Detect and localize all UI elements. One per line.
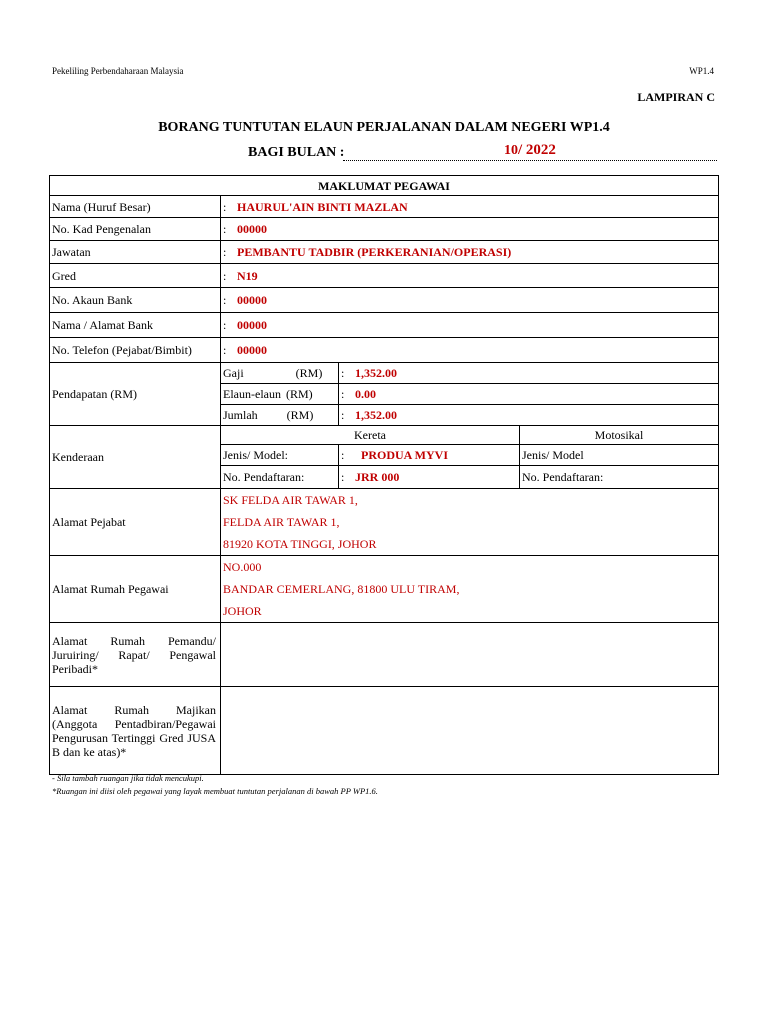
alamat-rumah-line: NO.000 xyxy=(223,560,262,574)
telefon-value: 00000 xyxy=(237,343,267,357)
nama-label: Nama (Huruf Besar) xyxy=(50,196,221,218)
header-code: WP1.4 xyxy=(689,66,714,76)
gred-value: N19 xyxy=(237,268,258,283)
row-alamat-pejabat xyxy=(50,489,719,556)
kenderaan-label: Kenderaan xyxy=(50,426,221,489)
nama-value: HAURUL'AIN BINTI MAZLAN xyxy=(237,199,408,214)
alamat-rumah-line: BANDAR CEMERLANG, 81800 ULU TIRAM, xyxy=(223,582,460,596)
jenis-moto-field[interactable]: Jenis/ Model xyxy=(520,445,719,466)
alamat-majikan-label: Alamat Rumah Majikan (Anggota Pentadbiran/Pegawai Pengurusan Tertinggi Gred JUSA B dan ke atas)* xyxy=(50,687,221,775)
header-left-text: Pekeliling Perbendaharaan Malaysia xyxy=(52,66,184,76)
akaun-label: No. Akaun Bank xyxy=(50,288,221,313)
kad-field[interactable]: : 00000 xyxy=(221,218,719,241)
daftar-value: JRR 000 xyxy=(355,470,400,484)
lampiran-label: LAMPIRAN C xyxy=(637,90,715,104)
jumlah-field[interactable]: : 1,352.00 xyxy=(339,405,719,426)
row-jawatan xyxy=(50,241,719,264)
elaun-value: 0.00 xyxy=(355,387,376,401)
jenis-label: Jenis/ Model: xyxy=(221,445,339,466)
jawatan-value: PEMBANTU TADBIR (PERKERANIAN/OPERASI) xyxy=(237,245,512,259)
akaun-value: 00000 xyxy=(237,293,267,307)
bulan-month: 10 xyxy=(504,143,518,158)
row-alamat-majikan xyxy=(50,687,719,775)
alamat-pemandu-field[interactable] xyxy=(221,623,719,687)
jumlah-label: Jumlah (RM) xyxy=(221,405,339,426)
elaun-field[interactable]: : 0.00 xyxy=(339,384,719,405)
form-title: BORANG TUNTUTAN ELAUN PERJALANAN DALAM NEGERI WP1.4 xyxy=(158,120,610,135)
bank-value: 00000 xyxy=(237,318,267,332)
row-akaun xyxy=(50,288,719,313)
gaji-label: Gaji (RM) xyxy=(221,363,339,384)
bulan-value[interactable] xyxy=(504,142,556,159)
pendapatan-label: Pendapatan (RM) xyxy=(50,363,221,426)
jenis-field[interactable]: : PRODUA MYVI xyxy=(339,445,520,466)
bulan-year: / 2022 xyxy=(518,142,556,158)
nama-field[interactable]: : HAURUL'AIN BINTI MAZLAN xyxy=(221,196,719,218)
note-ruangan-diisi: *Ruangan ini diisi oleh pegawai yang layak membuat tuntutan perjalanan di bawah PP WP1.6. xyxy=(52,786,378,796)
row-bank xyxy=(50,313,719,338)
jawatan-field[interactable]: : PEMBANTU TADBIR (PERKERANIAN/OPERASI) xyxy=(221,241,719,264)
kad-value: 00000 xyxy=(237,222,267,236)
alamat-pejabat-field[interactable] xyxy=(221,489,719,556)
row-gaji xyxy=(50,363,719,384)
section-title: MAKLUMAT PEGAWAI xyxy=(50,176,719,196)
gaji-value: 1,352.00 xyxy=(355,366,397,380)
row-gred xyxy=(50,264,719,288)
row-alamat-rumah xyxy=(50,556,719,623)
kereta-header: Kereta xyxy=(221,426,520,445)
alamat-rumah-label: Alamat Rumah Pegawai xyxy=(50,556,221,623)
kad-label: No. Kad Pengenalan xyxy=(50,218,221,241)
alamat-pemandu-label: Alamat Rumah Pemandu/ Juruiring/ Rapat/ Pengawal Peribadi* xyxy=(50,623,221,687)
alamat-pejabat-label: Alamat Pejabat xyxy=(50,489,221,556)
daftar-label: No. Pendaftaran: xyxy=(221,466,339,489)
alamat-rumah-line: JOHOR xyxy=(223,604,262,618)
jenis-value: PRODUA MYVI xyxy=(361,448,448,462)
row-kad xyxy=(50,218,719,241)
bulan-label: BAGI BULAN : xyxy=(248,145,345,160)
daftar-moto-field[interactable]: No. Pendaftaran: xyxy=(520,466,719,489)
telefon-field[interactable]: : 00000 xyxy=(221,338,719,363)
bank-label: Nama / Alamat Bank xyxy=(50,313,221,338)
gaji-field[interactable]: : 1,352.00 xyxy=(339,363,719,384)
gred-label: Gred xyxy=(50,264,221,288)
bulan-dotted-line xyxy=(343,160,717,161)
alamat-pejabat-line: SK FELDA AIR TAWAR 1, xyxy=(223,493,358,507)
alamat-rumah-field[interactable] xyxy=(221,556,719,623)
alamat-majikan-field[interactable] xyxy=(221,687,719,775)
row-kenderaan-head xyxy=(50,426,719,445)
alamat-pejabat-line: FELDA AIR TAWAR 1, xyxy=(223,515,340,529)
bank-field[interactable]: : 00000 xyxy=(221,313,719,338)
akaun-field[interactable]: : 00000 xyxy=(221,288,719,313)
jumlah-value: 1,352.00 xyxy=(355,408,397,422)
row-telefon xyxy=(50,338,719,363)
maklumat-pegawai-table xyxy=(49,175,719,775)
row-nama xyxy=(50,196,719,218)
row-alamat-pemandu xyxy=(50,623,719,687)
note-tambah-ruangan: - Sila tambah ruangan jika tidak mencukupi. xyxy=(52,773,204,783)
gred-field[interactable]: : N19 xyxy=(221,264,719,288)
telefon-label: No. Telefon (Pejabat/Bimbit) xyxy=(50,338,221,363)
alamat-pejabat-line: 81920 KOTA TINGGI, JOHOR xyxy=(223,537,377,551)
motosikal-header: Motosikal xyxy=(520,426,719,445)
daftar-field[interactable]: : JRR 000 xyxy=(339,466,520,489)
jawatan-label: Jawatan xyxy=(50,241,221,264)
elaun-label: Elaun-elaun (RM) xyxy=(221,384,339,405)
